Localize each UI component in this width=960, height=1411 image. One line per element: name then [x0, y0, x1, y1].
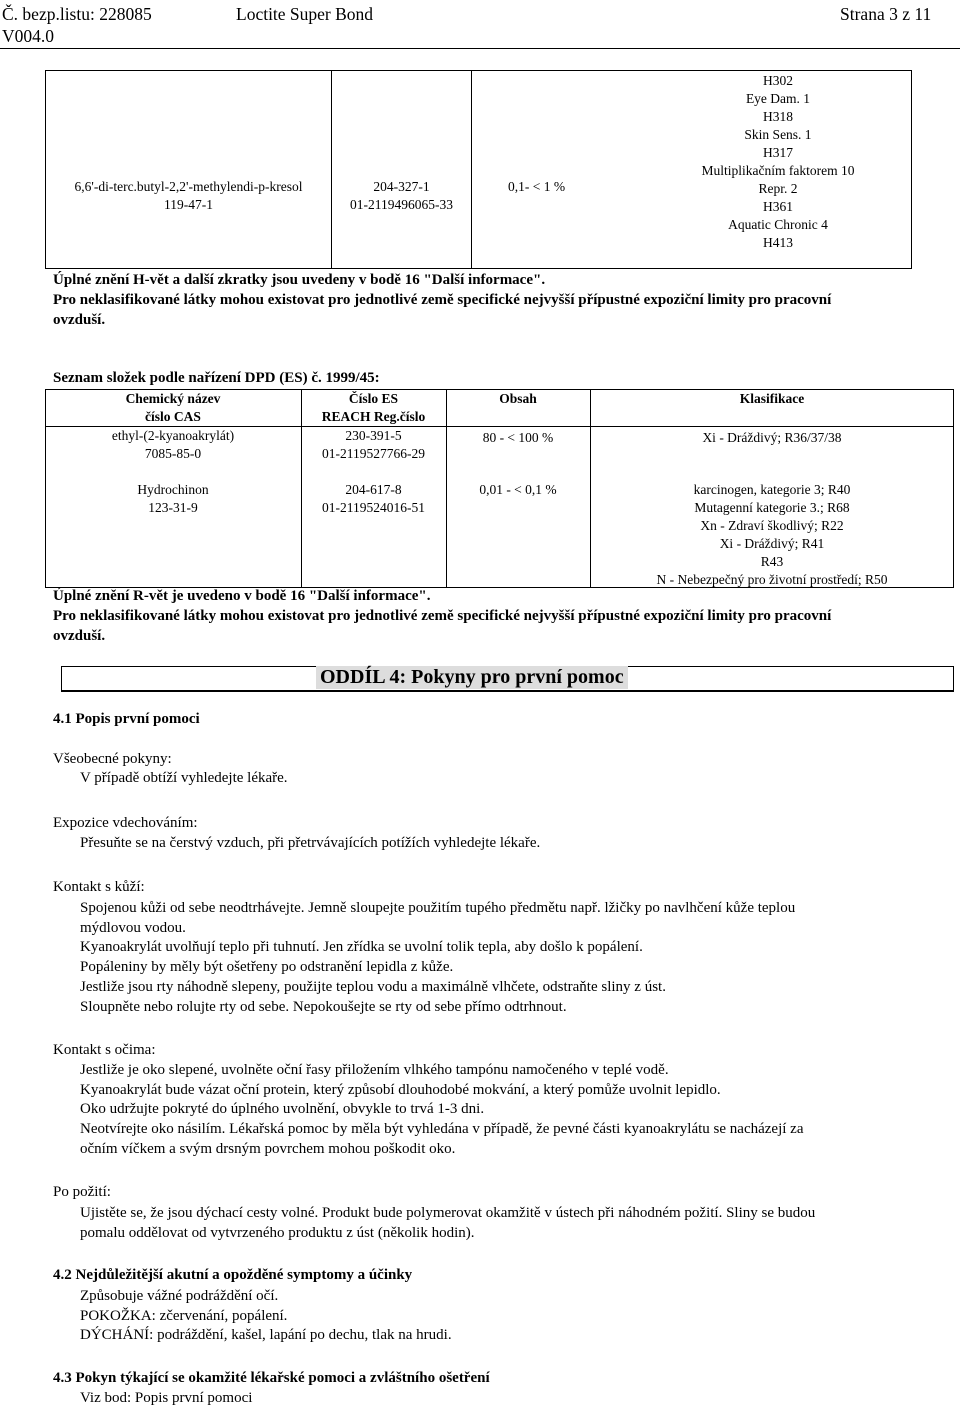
- oel-note-line1: Pro neklasifikované látky mohou existovat pro jednotlivé země specifické nejvyšší přípustné expoziční limity pro pracovní: [53, 292, 832, 308]
- sheet-number: Č. bezp.listu: 228085: [2, 4, 152, 24]
- inhalation-text: Přesuňte se na čerstvý vzduch, při přetrvávajících potížích vyhledejte lékaře.: [80, 835, 541, 851]
- skin-label: Kontakt s kůží:: [53, 879, 145, 895]
- header-content: Obsah: [499, 391, 537, 406]
- header-classification: Klasifikace: [739, 391, 805, 406]
- subsection-4-3: 4.3 Pokyn týkající se okamžité lékařské pomoci a zvláštního ošetření: [53, 1370, 490, 1386]
- subsection-4-1: 4.1 Popis první pomoci: [53, 711, 200, 727]
- row-ec: 230-391-5 01-2119527766-29: [322, 428, 425, 461]
- general-label: Všeobecné pokyny:: [53, 751, 172, 767]
- row-classification: Xi - Dráždivý; R36/37/38: [702, 430, 842, 445]
- oel-note2-line1: Pro neklasifikované látky mohou existovat pro jednotlivé země specifické nejvyšší přípustné expoziční limity pro pracovní: [53, 608, 832, 624]
- dpd-list-title: Seznam složek podle nařízení DPD (ES) č. 1999/45:: [53, 370, 380, 386]
- page-number: Strana 3 z 11: [840, 4, 932, 24]
- row-content: 0,01 - < 0,1 %: [479, 482, 557, 497]
- oel-note2-line2: ovzduší.: [53, 628, 106, 644]
- product-name: Loctite Super Bond: [236, 4, 374, 24]
- version: V004.0: [2, 26, 55, 46]
- header-rule: [0, 48, 960, 49]
- r-phrases-note: Úplné znění R-vět je uvedeno v bodě 16 "Další informace".: [53, 588, 431, 604]
- component-name: 6,6'-di-terc.butyl-2,2'-methylendi-p-kresol 119-47-1: [74, 179, 303, 212]
- table-row: ethyl-(2-kyanoakrylát) 7085-85-0: [111, 428, 235, 461]
- eye-label: Kontakt s očima:: [53, 1042, 156, 1058]
- header-chem-name: Chemický název číslo CAS: [125, 391, 221, 424]
- eye-text: Jestliže je oko slepené, uvolněte oční řasy přiložením vlhkého tampónu namočeného v teplé vodě. Kyanoakrylát bude vázat oční protein, který způsobí dlouhodobé mokvání, a který pomůže uvolnit lepidlo. Oko udržujte pokryté do úplného uvolnění, obvykle to trvá 1-3 dni. Neotvírejte oko násilím. Lékařská pomoc by měla být vyhledána v případě, že pevné části kyanoakrylátu se nacházejí za očním víčkem a svým drsným povrchem mohou poškodit oko.: [80, 1062, 804, 1157]
- h-phrases-note: Úplné znění H-vět a další zkratky jsou uvedeny v bodě 16 "Další informace".: [53, 272, 546, 288]
- row-content: 80 - < 100 %: [482, 430, 554, 445]
- inhalation-label: Expozice vdechováním:: [53, 815, 198, 831]
- header-ec-number: Číslo ES REACH Reg.číslo: [321, 391, 426, 424]
- symptoms-text: Způsobuje vážné podráždění očí. POKOŽKA: zčervenání, popálení. DÝCHÁNÍ: podráždění, kašel, lapání po dechu, tlak na hrudi.: [80, 1288, 452, 1344]
- ingestion-text: Ujistěte se, že jsou dýchací cesty volné. Produkt bude polymerovat okamžitě v ústech při náhodném požití. Sliny se budou pomalu oddělovat od vytvrzeného produktu z úst (několik hodin).: [80, 1205, 816, 1241]
- general-text: V případě obtíží vyhledejte lékaře.: [80, 770, 288, 786]
- content-range: 0,1- < 1 %: [508, 179, 566, 194]
- row-classification: karcinogen, kategorie 3; R40 Mutagenní kategorie 3.; R68 Xn - Zdraví škodlivý; R22 Xi - Dráždivý; R41 R43 N - Nebezpečný pro životní prostředí; R50: [656, 482, 888, 587]
- row-ec: 204-617-8 01-2119524016-51: [322, 482, 425, 515]
- treatment-text: Viz bod: Popis první pomoci: [80, 1390, 253, 1406]
- section-title: ODDÍL 4: Pokyny pro první pomoc: [316, 666, 628, 689]
- ec-number: 204-327-1 01-2119496065-33: [350, 179, 453, 212]
- ingestion-label: Po požití:: [53, 1184, 111, 1200]
- skin-text: Spojenou kůži od sebe neodtrhávejte. Jemně sloupejte použitím tupého předmětu např. lžičky po navlhčení kůže teplou mýdlovou vodou. Kyanoakrylát uvolňují teplo při tuhnutí. Jen zřídka se uvolní tolik tepla, aby došlo k popálení. Popáleniny by měly být ošetřeny po odstranění lepidla z kůže. Jestliže jsou rty náhodně slepeny, použijte teplou vodu a maximálně vlhčete, odstraňte sliny z úst. Sloupněte nebo rolujte rty od sebe. Nepokoušejte se rty od sebe přímo odtrhnout.: [80, 900, 796, 1015]
- table-row: Hydrochinon 123-31-9: [137, 482, 209, 515]
- oel-note-line2: ovzduší.: [53, 312, 106, 328]
- classification-list: H302 Eye Dam. 1 H318 Skin Sens. 1 H317 Multiplikačním faktorem 10 Repr. 2 H361 Aquatic Chronic 4 H413: [701, 73, 855, 250]
- subsection-4-2: 4.2 Nejdůležitější akutní a opožděné symptomy a účinky: [53, 1267, 413, 1283]
